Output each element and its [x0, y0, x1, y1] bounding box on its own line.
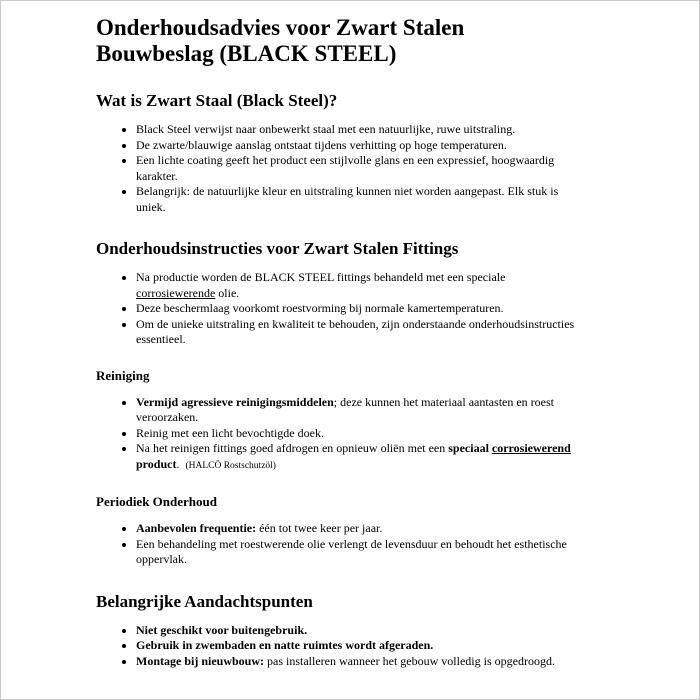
text-segment: Black Steel verwijst naar onbewerkt staal met een natuurlijke, ruwe uitstraling. [136, 122, 516, 136]
text-segment: Om de unieke uitstraling en kwaliteit te behouden, zijn onderstaande onderhoudsinstructies essentieel. [136, 316, 575, 346]
text-segment: Montage bij nieuwbouw: [136, 653, 265, 668]
text-segment: Belangrijk: de natuurlijke kleur en uitstraling kunnen niet worden aangepast. Elk stuk is uniek. [136, 184, 559, 214]
text-segment: olie. [215, 285, 240, 300]
list-periodiek-onderhoud [96, 521, 577, 568]
bullet-item [136, 301, 577, 317]
text-segment: Deze beschermlaag voorkomt roestvorming bij normale kamertemperaturen. [136, 301, 504, 315]
text-segment: één tot twee keer per jaar. [256, 521, 383, 535]
text-segment: Niet geschikt voor buitengebruik. [136, 622, 308, 637]
bullet-item [136, 426, 577, 442]
text-segment: Na het reinigen fittings goed afdrogen en opnieuw oliën met een [136, 441, 449, 455]
heading-periodiek-onderhoud: Periodiek Onderhoud [96, 494, 217, 509]
bullet-item [136, 395, 577, 426]
heading-belangrijke-aandachtspunten: Belangrijke Aandachtspunten [96, 591, 313, 611]
heading-wat-is-zwart-staal: Wat is Zwart Staal (Black Steel)? [96, 91, 338, 110]
text-segment: pas installeren wanneer het gebouw volledig is opgedroogd. [264, 653, 555, 668]
bullet-item [136, 138, 577, 154]
heading-reiniging: Reiniging [96, 367, 150, 383]
text-segment: Een lichte coating geeft het product een stijlvolle glans en een expressief, hoogwaardig karakter. [136, 153, 555, 183]
text-segment: corrosiewerend [491, 441, 571, 455]
text-segment: De zwarte/blauwige aanslag ontstaat tijdens verhitting op hoge temperaturen. [136, 137, 507, 152]
text-segment: (HALCÖ Rostschutzöl) [185, 460, 276, 471]
list-belangrijke-aandachtspunten [96, 623, 577, 670]
bullet-item [136, 638, 577, 654]
bullet-item [136, 270, 577, 301]
bullet-item [136, 521, 577, 537]
text-segment: Reinig met een licht bevochtigde doek. [136, 425, 324, 440]
bullet-item [136, 537, 577, 568]
list-reiniging [96, 395, 577, 475]
list-onderhoudsinstructies [96, 270, 577, 348]
bullet-item [136, 184, 577, 215]
document-body [96, 91, 577, 669]
document-title: Onderhoudsadvies voor Zwart Stalen Bouwbeslag (BLACK STEEL) [96, 15, 465, 66]
text-segment: Een behandeling met roestwerende olie verlengt de levensduur en behoudt het esthetische oppervlak. [136, 536, 567, 566]
text-segment: corrosiewerende [136, 285, 216, 300]
bullet-item [136, 317, 577, 348]
bullet-item [136, 623, 577, 639]
text-segment: speciaal [448, 441, 492, 455]
heading-onderhoudsinstructies: Onderhoudsinstructies voor Zwart Stalen Fittings [96, 239, 459, 258]
bullet-item [136, 654, 577, 670]
document-page [1, 1, 699, 699]
bullet-item [136, 441, 577, 474]
text-segment: Vermijd agressieve reinigingsmiddelen [136, 394, 334, 409]
text-segment: Gebruik in zwembaden en natte ruimtes wordt afgeraden. [136, 638, 434, 652]
text-segment: Na productie worden de BLACK STEEL fittings behandeld met een speciale [136, 270, 506, 284]
text-segment: Aanbevolen frequentie: [136, 521, 257, 535]
list-wat-is-zwart-staal [96, 122, 577, 215]
bullet-item [136, 122, 577, 138]
bullet-item [136, 153, 577, 184]
text-segment: . [176, 456, 180, 471]
text-segment: product [136, 456, 177, 471]
text-segment: ; deze kunnen het materiaal aantasten en roest veroorzaken. [136, 394, 555, 424]
